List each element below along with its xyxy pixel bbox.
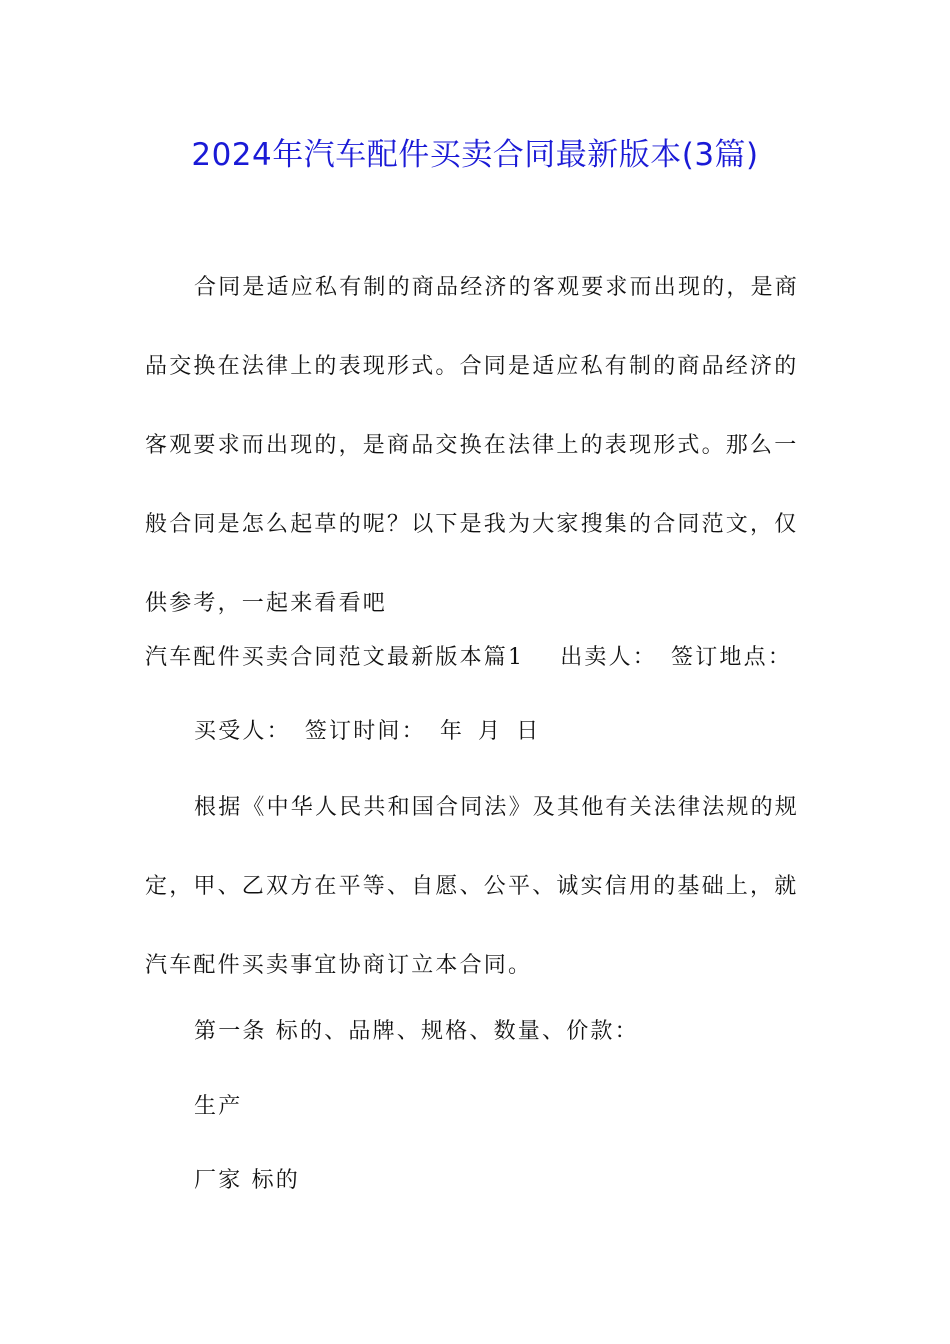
signing-time-label: 签订时间： <box>304 719 426 744</box>
intro-paragraph <box>145 262 810 657</box>
table-fragment-production: 生产 <box>194 1094 243 1119</box>
basis-line: 定，甲、乙双方在平等、自愿、公平、诚实信用的基础上，就 <box>145 874 799 899</box>
basis-paragraph <box>145 782 810 992</box>
intro-line: 品交换在法律上的表现形式。合同是适应私有制的商品经济的 <box>145 354 799 379</box>
intro-line: 般合同是怎么起草的呢？以下是我为大家搜集的合同范文，仅 <box>145 512 799 537</box>
day-label: 日 <box>516 719 541 744</box>
intro-line: 客观要求而出现的，是商品交换在法律上的表现形式。那么一 <box>145 433 799 458</box>
article-1-heading: 第一条 标的、品牌、规格、数量、价款： <box>194 1019 639 1044</box>
intro-line: 供参考，一起来看看吧 <box>145 591 388 616</box>
section-title: 汽车配件买卖合同范文最新版本篇1 <box>145 645 525 670</box>
intro-line: 合同是适应私有制的商品经济的客观要求而出现的，是商 <box>194 275 800 300</box>
table-fragment-manufacturer: 厂家 标的 <box>194 1168 300 1193</box>
month-label: 月 <box>478 719 503 744</box>
basis-line: 根据《中华人民共和国合同法》及其他有关法律法规的规 <box>194 795 800 820</box>
seller-label: 出卖人： <box>560 645 658 670</box>
signing-place-label: 签订地点： <box>671 645 793 670</box>
document-title: 2024年汽车配件买卖合同最新版本(3篇) <box>191 137 759 173</box>
buyer-label: 买受人： <box>194 719 291 744</box>
year-label: 年 <box>439 719 465 744</box>
buyer-line <box>145 706 810 758</box>
contract-heading-line <box>145 632 810 684</box>
basis-line: 汽车配件买卖事宜协商订立本合同。 <box>145 953 533 978</box>
